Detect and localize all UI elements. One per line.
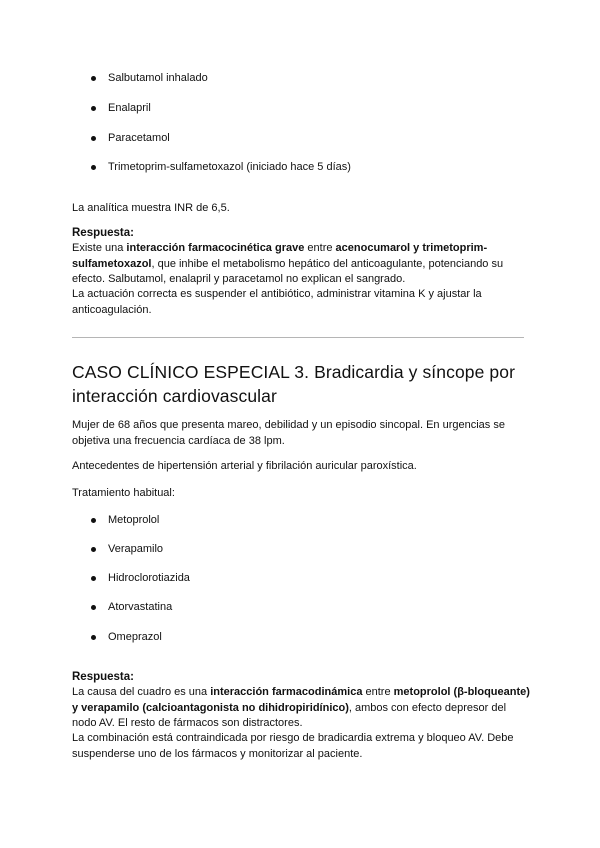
bullet-icon [91,165,96,170]
bullet-icon [91,76,96,81]
bullet-icon [91,635,96,640]
list-item: Omeprazol [108,630,162,644]
bullet-icon [91,576,96,581]
case2-answer-paragraph-1: Existe una interacción farmacocinética grave entre acenocumarol y trimetoprim-sulfametoxazol, que inhibe el metabolismo hepático del anticoagulante, potenciando su efecto. Salbutamol, enalapril y paracetamol no explican el sangrado. [72,242,504,285]
list-item: Verapamilo [108,542,163,556]
section-divider [72,337,524,338]
case3-history: Antecedentes de hipertensión arterial y fibrilación auricular paroxística. [72,460,417,472]
case3-treatment-label: Tratamiento habitual: [72,487,175,499]
case3-presentation: Mujer de 68 años que presenta mareo, debilidad y un episodio sincopal. En urgencias se objetiva una frecuencia cardíaca de 38 lpm. [72,419,505,447]
list-item: Salbutamol inhalado [108,71,208,85]
case3-answer-label: Respuesta: [72,671,134,683]
list-item: Atorvastatina [108,600,172,614]
case3-answer-paragraph-1: La causa del cuadro es una interacción farmacodinámica entre metoprolol (β-bloqueante) y verapamilo (calcioantagonista no dihidropiridínico), ambos con efecto depresor del nodo AV. El resto de fármacos son distractores. [72,686,530,729]
bullet-icon [91,106,96,111]
list-item: Metoprolol [108,513,159,527]
bullet-icon [91,547,96,552]
case2-lab-result: La analítica muestra INR de 6,5. [72,202,230,214]
list-item: Trimetoprim-sulfametoxazol (iniciado hace 5 días) [108,160,351,174]
case3-answer-paragraph-2: La combinación está contraindicada por riesgo de bradicardia extrema y bloqueo AV. Debe suspenderse uno de los fármacos y monitorizar al paciente. [72,732,514,760]
list-item: Paracetamol [108,131,170,145]
bullet-icon [91,518,96,523]
bullet-icon [91,605,96,610]
case2-answer-label: Respuesta: [72,227,134,239]
list-item: Hidroclorotiazida [108,571,190,585]
case3-title: CASO CLÍNICO ESPECIAL 3. Bradicardia y síncope por interacción cardiovascular [72,362,516,406]
list-item: Enalapril [108,101,151,115]
bullet-icon [91,136,96,141]
case2-answer-paragraph-2: La actuación correcta es suspender el antibiótico, administrar vitamina K y ajustar la anticoagulación. [72,288,482,316]
